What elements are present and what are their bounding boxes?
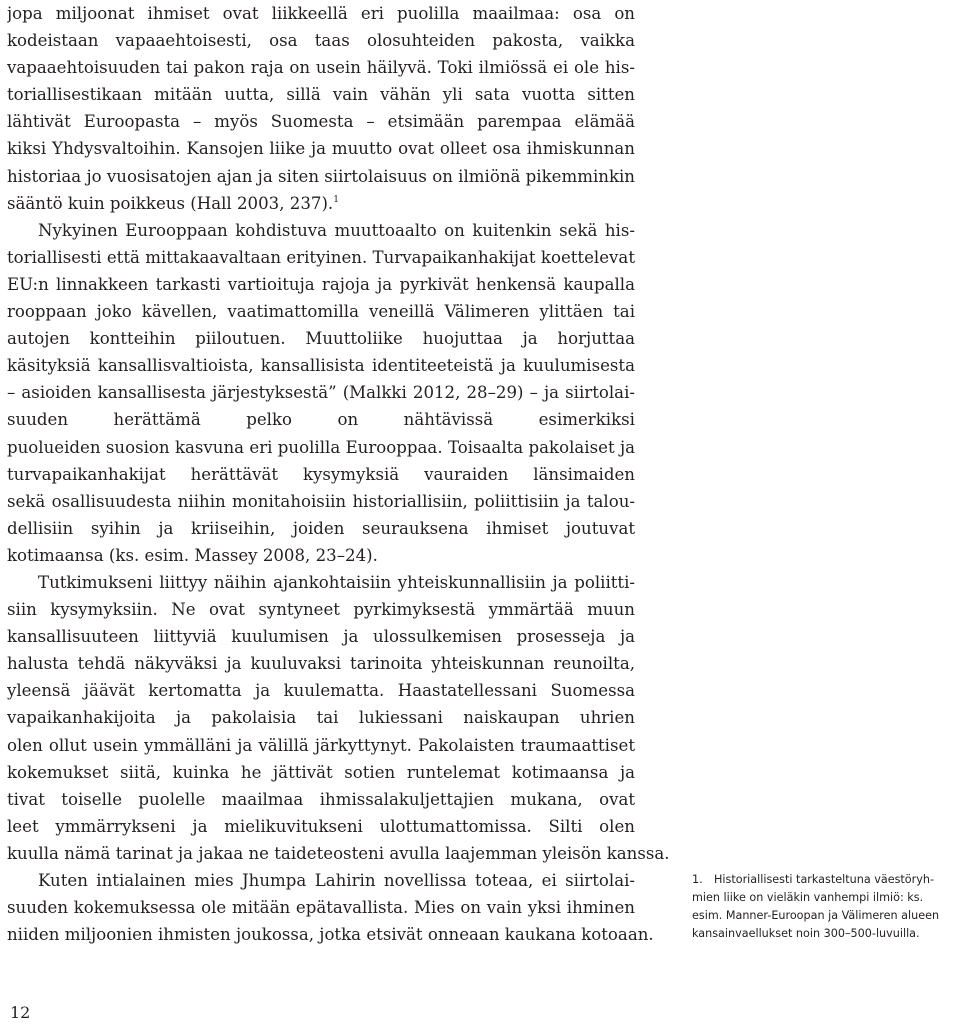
- text-line: toriallisesti että mittakaavaltaan erityinen. Turvapaikanhakijat koettelevat: [7, 247, 635, 267]
- body-text: [7, 0, 670, 948]
- text-line: sekä osallisuudesta niihin monitahoisiin historiallisiin, poliittisiin ja talou-: [7, 491, 635, 511]
- text-line: [7, 190, 635, 217]
- text-line: turvapaikanhakijat herättävät kysymyksiä vauraiden länsimaiden: [7, 464, 635, 484]
- text-line: suuden herättämä pelko on nähtävissä esimerkiksi: [7, 410, 635, 430]
- footnote-number: 1.: [692, 873, 703, 886]
- text-line: rooppaan joko kävellen, vaatimattomilla veneillä Välimeren ylittäen tai: [7, 302, 635, 322]
- footnote-line: esim. Manner-Euroopan ja Välimeren alueen: [692, 909, 940, 922]
- text-line: kodeistaan vapaaehtoisesti, osa taas olosuhteiden pakosta, vaikka: [7, 31, 635, 51]
- text-line: kuulla nämä tarinat ja jakaa ne taideteosteni avulla laajemman yleisön kanssa.: [7, 843, 670, 863]
- text-line: toriallisestikaan mitään uutta, sillä vain vähän yli sata vuotta sitten: [7, 85, 635, 105]
- text-line: tivat toiselle puolelle maailmaa ihmissalakuljettajien mukana, ovat: [7, 789, 635, 809]
- text-line: historiaa jo vuosisatojen ajan ja siten siirtolaisuus on ilmiönä pikemminkin: [7, 166, 635, 186]
- text-line: vapaaehtoisuuden tai pakon raja on usein häilyvä. Toki ilmiössä ei ole his-: [7, 58, 635, 78]
- text-line: Nykyinen Eurooppaan kohdistuva muuttoaalto on kuitenkin sekä his-: [38, 220, 635, 240]
- text-line: kokemukset siitä, kuinka he jättivät sotien runtelemat kotimaansa ja: [7, 762, 635, 782]
- text-line: puolueiden suosion kasvuna eri puolilla Eurooppaa. Toisaalta pakolaiset ja: [7, 437, 635, 457]
- text-line: kansallisuuteen liittyviä kuulumisen ja ulossulkemisen prosesseja ja: [7, 627, 635, 647]
- text-line: dellisiin syihin ja kriiseihin, joiden seurauksena ihmiset joutuvat: [7, 518, 635, 538]
- text-line: lähtivät Euroopasta – myös Suomesta – etsimään parempaa elämää: [7, 112, 635, 132]
- text-line: jopa miljoonat ihmiset ovat liikkeellä eri puolilla maailmaa: osa on: [7, 4, 635, 23]
- text-line: leet ymmärrykseni ja mielikuvitukseni ulottumattomissa. Silti olen: [7, 816, 635, 836]
- footnote-line: mien liike on vieläkin vanhempi ilmiö: ks.: [692, 891, 924, 904]
- footnote-line: kansainvaellukset noin 300–500-luvuilla.: [692, 927, 920, 940]
- text-line-content: sääntö kuin poikkeus (Hall 2003, 237).: [7, 193, 334, 213]
- text-line: EU:n linnakkeen tarkasti vartioituja rajoja ja pyrkivät henkensä kaupalla: [7, 274, 635, 294]
- text-line: kiksi Yhdysvaltoihin. Kansojen liike ja muutto ovat olleet osa ihmiskunnan: [7, 139, 635, 159]
- page-number: 12: [10, 1003, 31, 1022]
- text-line: olen ollut usein ymmälläni ja välillä järkyttynyt. Pakolaisten traumaattiset: [7, 735, 635, 755]
- text-line: halusta tehdä näkyväksi ja kuuluvaksi tarinoita yhteiskunnan reunoilta,: [7, 654, 635, 674]
- text-line: niiden miljoonien ihmisten joukossa, jotka etsivät onneaan kaukana kotoaan.: [7, 925, 654, 945]
- text-line: siin kysymyksiin. Ne ovat syntyneet pyrkimyksestä ymmärtää muun: [7, 600, 635, 620]
- text-line: suuden kokemuksessa ole mitään epätavallista. Mies on vain yksi ihminen: [7, 898, 635, 918]
- text-line: autojen kontteihin piiloutuen. Muuttoliike huojuttaa ja horjuttaa: [7, 329, 635, 349]
- text-line: Tutkimukseni liittyy näihin ajankohtaisiin yhteiskunnallisiin ja poliitti-: [38, 572, 635, 592]
- footnote-marker: 1: [333, 194, 339, 205]
- text-line: – asioiden kansallisesta järjestyksestä” (Malkki 2012, 28–29) – ja siirtolai-: [7, 383, 635, 403]
- footnote-text: Historiallisesti tarkasteltuna väestöryh-: [714, 873, 934, 886]
- text-line: Kuten intialainen mies Jhumpa Lahirin novellissa toteaa, ei siirtolai-: [38, 871, 635, 890]
- text-line: käsityksiä kansallisvaltioista, kansallisista identiteeteistä ja kuulumisesta: [7, 356, 635, 376]
- text-line: kotimaansa (ks. esim. Massey 2008, 23–24).: [7, 545, 378, 565]
- footnote-line: [692, 871, 954, 889]
- footnote: [692, 871, 954, 943]
- text-line: vapaikanhakijoita ja pakolaisia tai lukiessani naiskaupan uhrien: [7, 708, 635, 728]
- text-line: yleensä jäävät kertomatta ja kuulematta. Haastatellessani Suomessa: [7, 681, 635, 701]
